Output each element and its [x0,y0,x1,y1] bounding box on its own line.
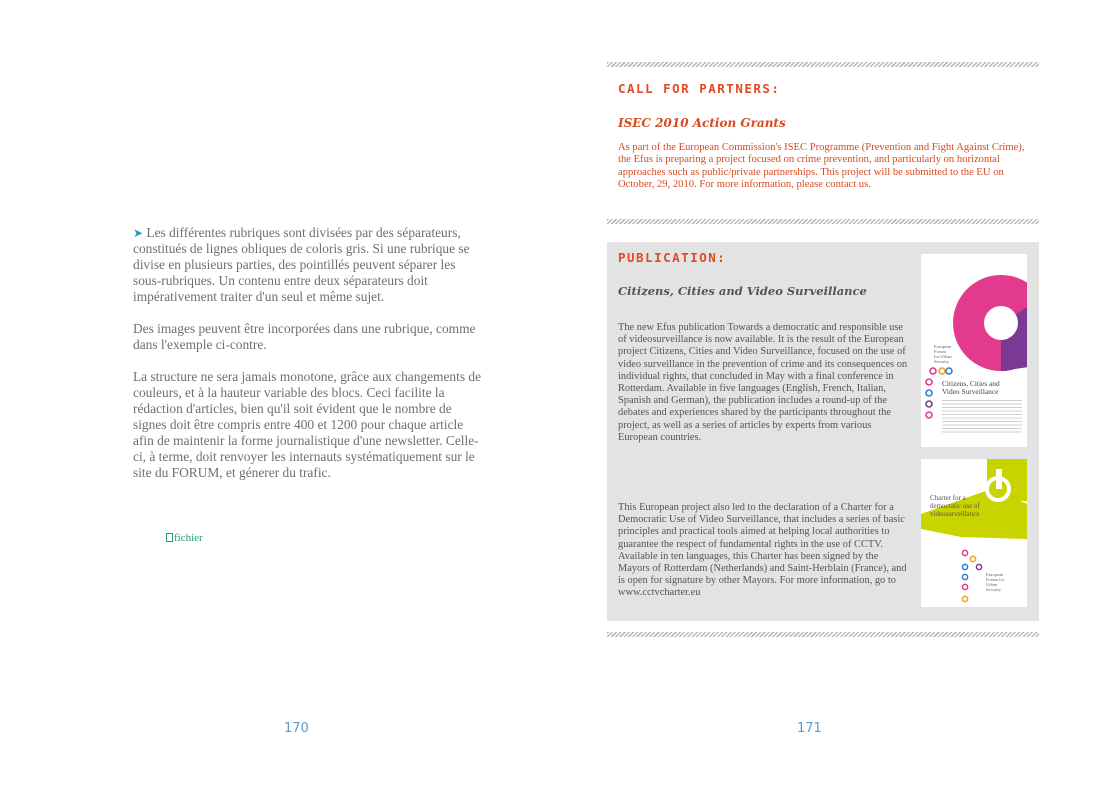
file-link[interactable] [166,532,203,544]
call-heading: ISEC 2010 Action Grants [618,116,786,130]
separator-middle [607,219,1039,224]
call-section-title: CALL FOR PARTNERS: [618,81,781,96]
publication-body-1: The new Efus publication Towards a democratic and responsible use of videosurveillance is now available. It is the result of the European project Citizens, Cities and Video Surveillance, focused on the use of video surveillance in the prevention of crime and its consequences on individual rights, that concluded in May with a final conference in Rotterdam. Available in five languages (English, French, Italian, Spanish and German), the publication includes a round-up of the debates and experiences shared by the participants throughout the project, as well as a series of articles by experts from various European countries. [618,322,908,443]
publication-section-title: PUBLICATION: [618,250,727,265]
cover-org-name: European Forum for Urban Security [934,344,952,364]
publication-cover-image [921,254,1027,447]
paragraph-1 [133,225,483,305]
publication-body-2: This European project also led to the declaration of a Charter for a Democratic Use of Video Surveillance, that includes a series of basic principles and practical tools aimed at helping local authorities to guarantee the respect of fundamental rights in the use of CCTV. Available in ten languages, this Charter has been signed by the Mayors of Rotterdam (Netherlands) and Saint-Herblain (France), and is open for signature by other Mayors. For more information, go to www.cctvcharter.eu [618,502,907,599]
file-link-label: fichier [174,532,203,544]
left-page-text [133,225,483,497]
paragraph-3: La structure ne sera jamais monotone, grâce aux changements de couleurs, et à la hauteur variable des blocs. Ceci facilite la rédaction d'articles, bien qu'il soit évident que le nombre de signes doit être compris entre 400 et 1200 pour chaque article afin de maintenir la forme journalistique d'une newsletter. Celle-ci, à terme, doit renvoyer les internauts systématiquement sur le site du FORUM, et génerer du trafic. [133,369,482,480]
charter-graphic [921,459,1027,607]
charter-org-name: European Forum for Urban Security [986,572,1005,592]
separator-top [607,62,1039,67]
charter-cover-title: Charter for a democratic use of videosurveillance [930,494,980,518]
file-icon [166,533,173,542]
publication-heading: Citizens, Cities and Video Surveillance [618,284,867,298]
charter-cover-image [921,459,1027,607]
paragraph-1-text: Les différentes rubriques sont divisées par des séparateurs, constitués de lignes obliques de coloris gris. Si une rubrique se divise en plusieurs parties, des pointillés peuvent séparer les sous-rubriques. Un contenu entre deux séparateurs doit impérativement traiter d'un seul et même sujet. [133,225,470,304]
page-number-left: 170 [284,721,309,736]
arrow-bullet-icon: ➤ [133,226,144,240]
cover-title: Citizens, Cities and Video Surveillance [942,379,1000,396]
cover-text-lines [942,400,1022,434]
page-number-right: 171 [797,721,822,736]
paragraph-2: Des images peuvent être incorporées dans une rubrique, comme dans l'exemple ci-contre. [133,321,476,352]
separator-bottom [607,632,1039,637]
call-body: As part of the European Commission's ISEC Programme (Prevention and Fight Against Crime), the Efus is preparing a project focused on crime prevention, and particularly on horizontal approaches such as public/private partnerships. This project will be submitted to the EU on October, 29, 2010. For more information, please contact us. [618,142,1025,191]
